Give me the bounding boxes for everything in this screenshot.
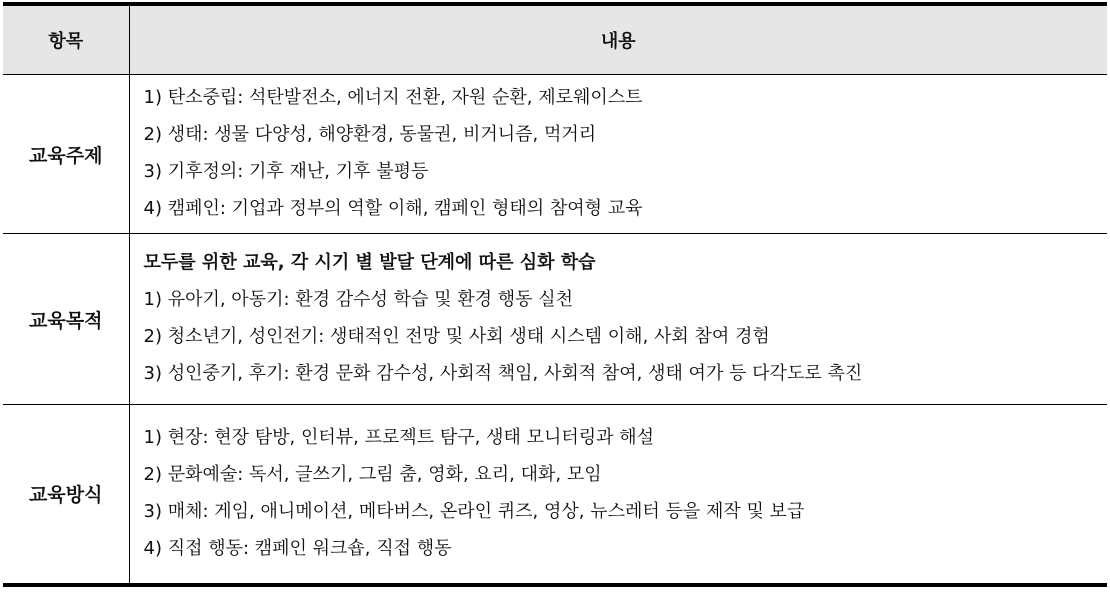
table-row [3, 75, 1107, 234]
content-line-bold: 모두를 위한 교육, 각 시기 별 발달 단계에 따른 심화 학습 [143, 252, 596, 273]
table-header-row [3, 4, 1107, 75]
content-line: 2) 청소년기, 성인전기: 생태적인 전망 및 사회 생태 시스템 이해, 사회 참여 경험 [143, 326, 770, 347]
content-line: 3) 성인중기, 후기: 환경 문화 감수성, 사회적 책임, 사회적 참여, 생태 여가 등 다각도로 촉진 [143, 363, 863, 384]
content-line: 3) 매체: 게임, 애니메이션, 메타버스, 온라인 퀴즈, 영상, 뉴스레터 등을 제작 및 보급 [143, 500, 805, 522]
row-label: 교육방식 [3, 405, 129, 585]
content-line: 4) 캠페인: 기업과 정부의 역할 이해, 캠페인 형태의 참여형 교육 [143, 198, 643, 219]
content-line: 2) 생태: 생물 다양성, 해양환경, 동물권, 비거니즘, 먹거리 [143, 124, 597, 145]
row-label: 교육목적 [3, 234, 129, 405]
row-content [129, 405, 1107, 585]
content-line: 4) 직접 행동: 캠페인 워크숍, 직접 행동 [143, 537, 452, 559]
education-table [3, 2, 1107, 587]
row-content [129, 234, 1107, 405]
document-table-wrapper [3, 2, 1107, 587]
header-item: 항목 [3, 4, 129, 75]
header-content: 내용 [129, 4, 1107, 75]
content-line: 1) 탄소중립: 석탄발전소, 에너지 전환, 자원 순환, 제로웨이스트 [143, 87, 643, 108]
table-row [3, 234, 1107, 405]
content-line: 1) 유아기, 아동기: 환경 감수성 학습 및 환경 행동 실천 [143, 289, 574, 310]
content-line: 3) 기후정의: 기후 재난, 기후 불평등 [143, 161, 429, 182]
content-line: 1) 현장: 현장 탐방, 인터뷰, 프로젝트 탐구, 생태 모니터링과 해설 [143, 426, 655, 448]
row-content [129, 75, 1107, 234]
content-line: 2) 문화예술: 독서, 글쓰기, 그림 춤, 영화, 요리, 대화, 모임 [143, 463, 602, 485]
row-label: 교육주제 [3, 75, 129, 234]
table-row [3, 405, 1107, 585]
